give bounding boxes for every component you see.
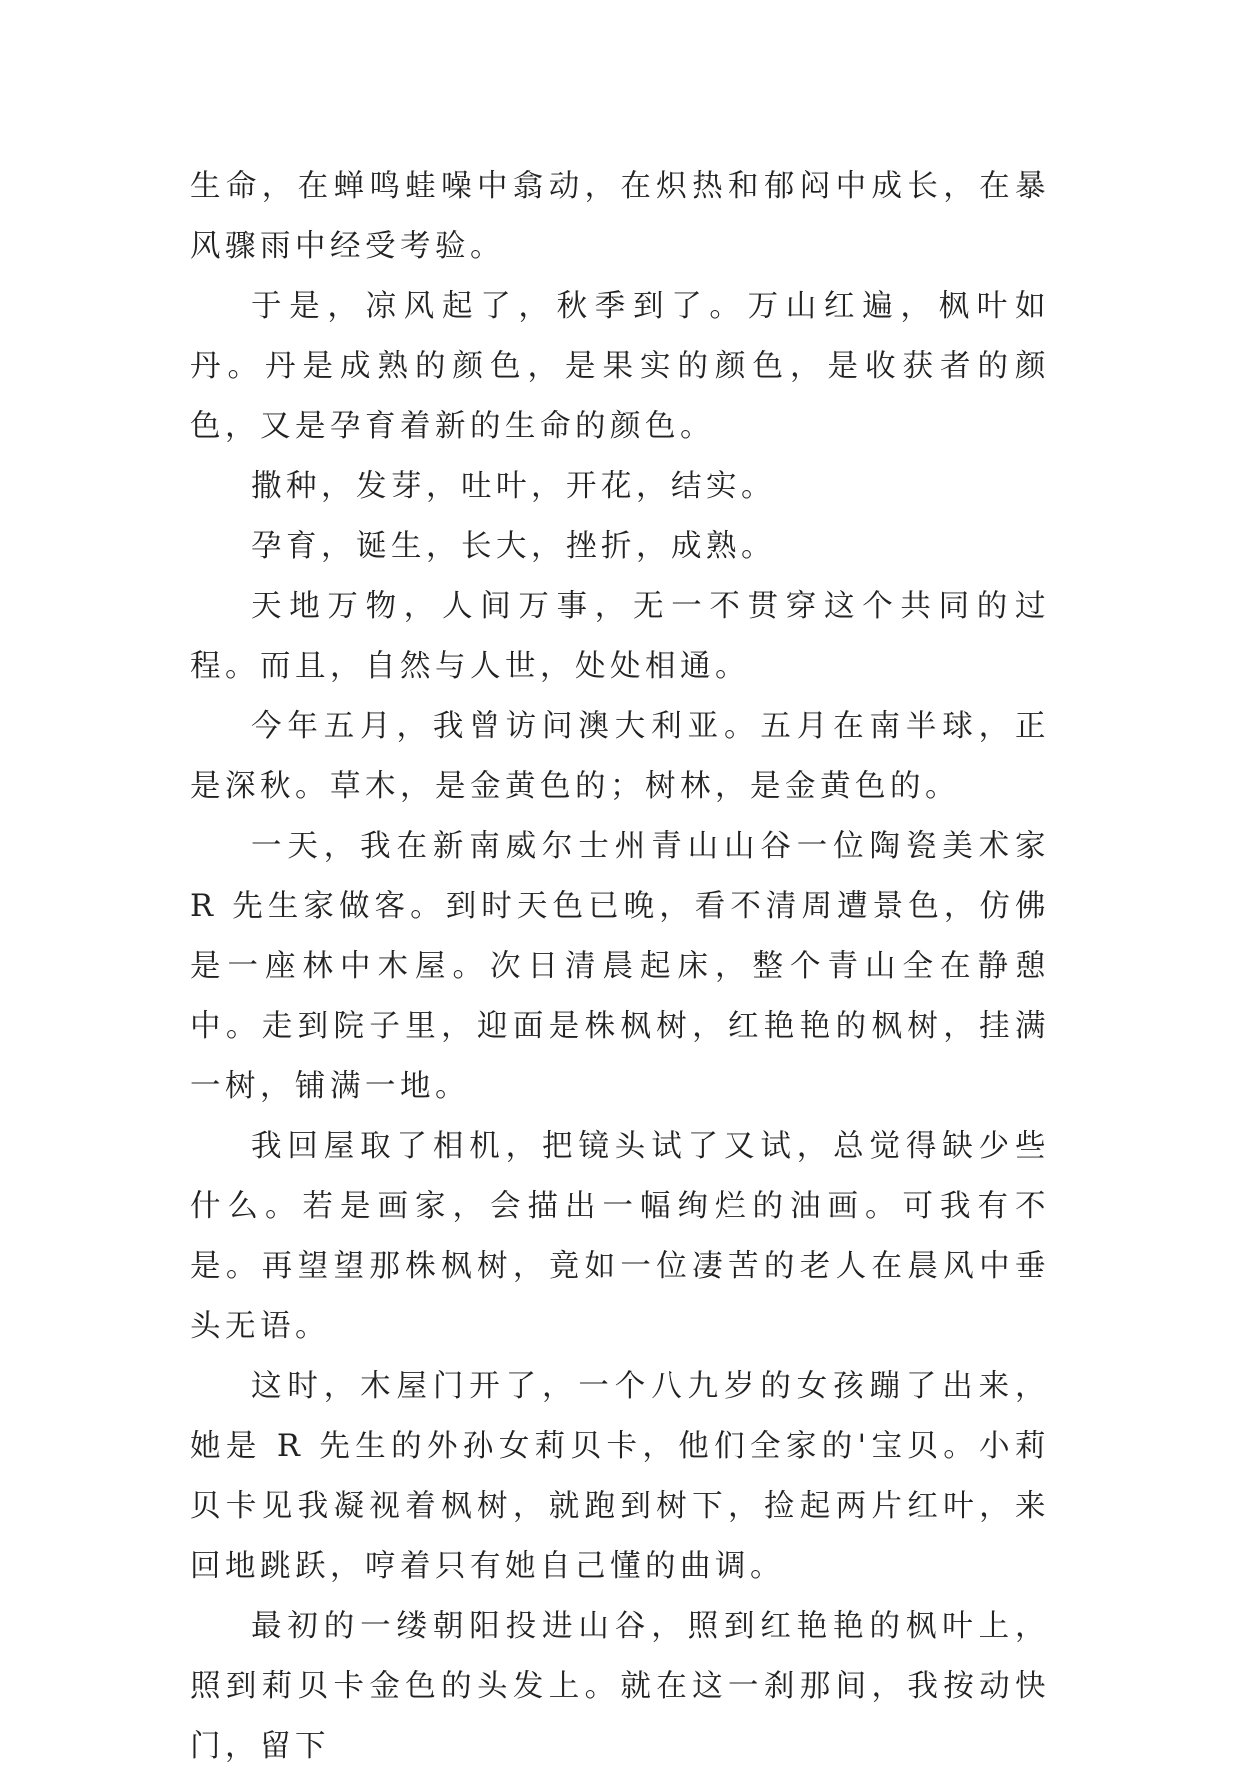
paragraph: 撒种，发芽，吐叶，开花，结实。 [251,469,776,504]
document-body [190,157,1050,1777]
paragraph: 这时，木屋门开了，一个八九岁的女孩蹦了出来，她是 R 先生的外孙女莉贝卡，他们全家的'宝贝。小莉贝卡见我凝视着枫树，就跑到树下，捡起两片红叶，来回地跳跃，哼着只有她自己懂的曲调。 [190,1369,1050,1584]
paragraph: 孕育，诞生，长大，挫折，成熟。 [251,529,776,564]
paragraph: 我回屋取了相机，把镜头试了又试，总觉得缺少些什么。若是画家，会描出一幅绚烂的油画。可我有不是。再望望那株枫树，竟如一位凄苦的老人在晨风中垂头无语。 [190,1129,1050,1344]
paragraph-truncated: 最初的一缕朝阳投进山谷，照到红艳艳的枫叶上，照到莉贝卡金色的头发上。就在这一刹那间，我按动快门，留下 [190,1609,1050,1764]
paragraph: 天地万物，人间万事，无一不贯穿这个共同的过程。而且，自然与人世，处处相通。 [190,589,1050,684]
paragraph: 今年五月，我曾访问澳大利亚。五月在南半球，正是深秋。草木，是金黄色的；树林，是金黄色的。 [190,709,1050,804]
paragraph: 于是，凉风起了，秋季到了。万山红遍，枫叶如丹。丹是成熟的颜色，是果实的颜色，是收获者的颜色，又是孕育着新的生命的颜色。 [190,289,1050,444]
paragraph-continued: 生命，在蝉鸣蛙噪中翕动，在炽热和郁闷中成长，在暴风骤雨中经受考验。 [190,169,1050,264]
paragraph: 一天，我在新南威尔士州青山山谷一位陶瓷美术家 R 先生家做客。到时天色已晚，看不清周遭景色，仿佛是一座林中木屋。次日清晨起床，整个青山全在静憩中。走到院子里，迎面是株枫树，红艳艳的枫树，挂满一树，铺满一地。 [190,829,1050,1104]
